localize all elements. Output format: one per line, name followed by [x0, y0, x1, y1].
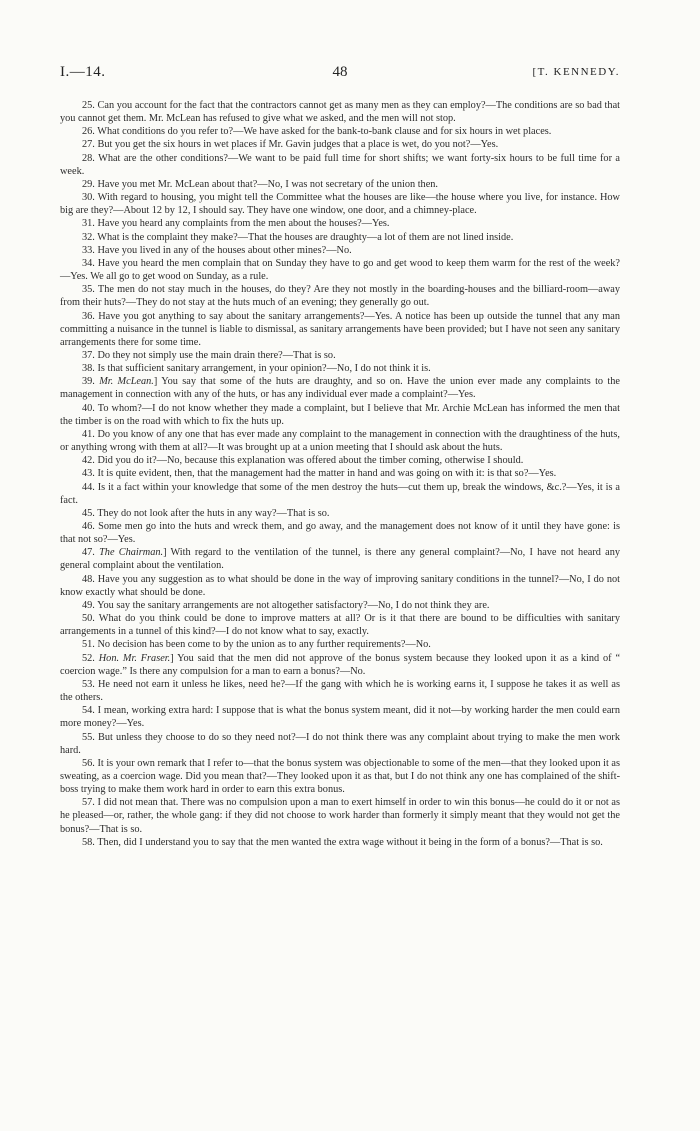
transcript-paragraph: 50. What do you think could be done to improve matters at all? Or is it that there are bound to be difficulties with sanitary arrangements in a tunnel of this kind?—I do not know what to say, exactly. [60, 613, 620, 638]
page-header [60, 62, 620, 82]
transcript-paragraph: 42. Did you do it?—No, because this explanation was offered about the timber coming, otherwise I should. [82, 455, 524, 467]
transcript-paragraph: 55. But unless they choose to do so they need not?—I do not think there was any complaint about trying to make the men work hard. [60, 731, 620, 756]
transcript-paragraph: 49. You say the sanitary arrangements are not altogether satisfactory?—No, I do not think they are. [82, 599, 490, 611]
transcript-paragraph: 45. They do not look after the huts in any way?—That is so. [82, 507, 330, 519]
transcript-paragraph: 27. But you get the six hours in wet places if Mr. Gavin judges that a place is wet, do you not?—Yes. [82, 139, 499, 151]
speaker-name: The Chairman. [99, 547, 164, 559]
transcript-paragraph: 46. Some men go into the huts and wreck them, and go away, and the management does not know of it until they have gone: is that not so?—Yes. [60, 521, 620, 546]
transcript-paragraph: 48. Have you any suggestion as to what should be done in the way of improving sanitary conditions in the tunnel?—No, I do not know exactly what should be done. [60, 573, 620, 598]
transcript-paragraph: 26. What conditions do you refer to?—We have asked for the bank-to-bank clause and for six hours in wet places. [82, 126, 552, 138]
speaker-name: Mr. McLean. [99, 376, 154, 388]
question-number: 39. [82, 376, 95, 388]
witness-name: [T. KENNEDY. [532, 66, 620, 78]
transcript-paragraph: 54. I mean, working extra hard: I suppose that is what the bonus system meant, did it not—by working harder the men could earn more money?—Yes. [60, 705, 620, 730]
question-number: 47. [82, 547, 95, 559]
transcript-paragraph: 32. What is the complaint they make?—That the houses are draughty—a lot of them are not lined inside. [82, 231, 514, 243]
transcript-paragraph: 29. Have you met Mr. McLean about that?—No, I was not secretary of the union then. [82, 178, 439, 190]
transcript-paragraph: 37. Do they not simply use the main drain there?—That is so. [82, 349, 336, 361]
document-reference: I.—14. [60, 64, 106, 80]
page-number: 48 [332, 64, 348, 80]
transcript-paragraph: 41. Do you know of any one that has ever made any complaint to the management in connection with the draughtiness of the huts, or anything wrong with them at all?—It was brought up at a union meeting that I should ask about the huts. [60, 428, 620, 454]
transcript-paragraph: 34. Have you heard the men complain that on Sunday they have to go and get wood to keep them warm for the rest of the week?—Yes. We all go to get wood on Sunday, as a rule. [60, 257, 620, 283]
transcript-paragraph: 28. What are the other conditions?—We want to be paid full time for short shifts; we want forty-six hours to be full time for a week. [60, 152, 620, 177]
transcript-paragraph: 44. Is it a fact within your knowledge that some of the men destroy the huts—cut them up, break the windows, &c.?—Yes, it is a fact. [60, 481, 620, 506]
transcript-paragraph: 38. Is that sufficient sanitary arrangement, in your opinion?—No, I do not think it is. [82, 363, 431, 375]
transcript-paragraph: 56. It is your own remark that I refer to—that the bonus system was objectionable to some of the men—that they looked upon it as sweating, as a coercion wage. Did you mean that?—They looked upon it as that, but I do not think any one has complained of the shift-boss trying to make them work hard in order to earn this extra bonus. [60, 757, 620, 796]
transcript-body [60, 99, 620, 849]
transcript-paragraph [60, 652, 620, 678]
paragraph-text: ] You say that some of the huts are draughty, and so on. Have the union ever made any complaints to the management in connection with any of the huts, or has any individual ever made a complaint?—Yes. [60, 376, 620, 401]
transcript-paragraph [60, 546, 620, 572]
transcript-paragraph [60, 375, 620, 401]
transcript-paragraph: 33. Have you lived in any of the houses about other mines?—No. [82, 244, 352, 256]
paragraph-text: ] With regard to the ventilation of the tunnel, is there any general complaint?—No, I have not heard any general complaint about the ventilation. [60, 547, 620, 572]
transcript-paragraph: 40. To whom?—I do not know whether they made a complaint, but I believe that Mr. Archie McLean has informed the men that the timber is on the road with which to fix the huts up. [60, 402, 620, 427]
transcript-paragraph: 43. It is quite evident, then, that the management had the matter in hand and was going on with it: is that so?—Yes. [82, 468, 557, 480]
paragraph-text: ] You said that the men did not approve of the bonus system because they looked upon it as a kind of “ coercion wage.” Is there any compulsion for a man to earn a bonus?—No. [60, 652, 621, 677]
transcript-paragraph: 25. Can you account for the fact that the contractors cannot get as many men as they can employ?—The conditions are so bad that you cannot get them. Mr. McLean has refused to give what we asked, and the men will not stop. [60, 100, 620, 125]
transcript-paragraph: 57. I did not mean that. There was no compulsion upon a man to exert himself in order to win this bonus—he could do it or not as he pleased—or, rather, the whole gang: if they did not choose to work harder than formerly it simply meant that they would not get the bonus?—That is so. [60, 797, 620, 835]
transcript-paragraph: 30. With regard to housing, you might tell the Committee what the houses are like—the house where you live, for instance. How big are they?—About 12 by 12, I should say. They have one window, one door, and a chimney-place. [60, 192, 620, 217]
transcript-paragraph: 31. Have you heard any complaints from the men about the houses?—Yes. [82, 218, 390, 230]
document-page [60, 62, 620, 849]
speaker-name: Hon. Mr. Fraser. [98, 652, 171, 664]
question-number: 52. [82, 652, 95, 664]
transcript-paragraph: 58. Then, did I understand you to say that the men wanted the extra wage without it being in the form of a bonus?—That is so. [82, 836, 603, 848]
transcript-paragraph: 53. He need not earn it unless he likes, need he?—If the gang with which he is working earns it, I suppose he takes it as well as the others. [60, 678, 620, 704]
transcript-paragraph: 36. Have you got anything to say about the sanitary arrangements?—Yes. A notice has been up outside the tunnel that any man committing a nuisance in the tunnel is liable to dismissal, as sanitary arrangements have been provided; but I have not seen any sanitary arrangements there for some time. [60, 310, 620, 348]
transcript-paragraph: 51. No decision has been come to by the union as to any further requirements?—No. [82, 639, 431, 651]
transcript-paragraph: 35. The men do not stay much in the houses, do they? Are they not mostly in the boarding-houses and the billiard-room—away from their huts?—They do not stay at the huts much of an evening; they generally go out. [60, 284, 620, 309]
